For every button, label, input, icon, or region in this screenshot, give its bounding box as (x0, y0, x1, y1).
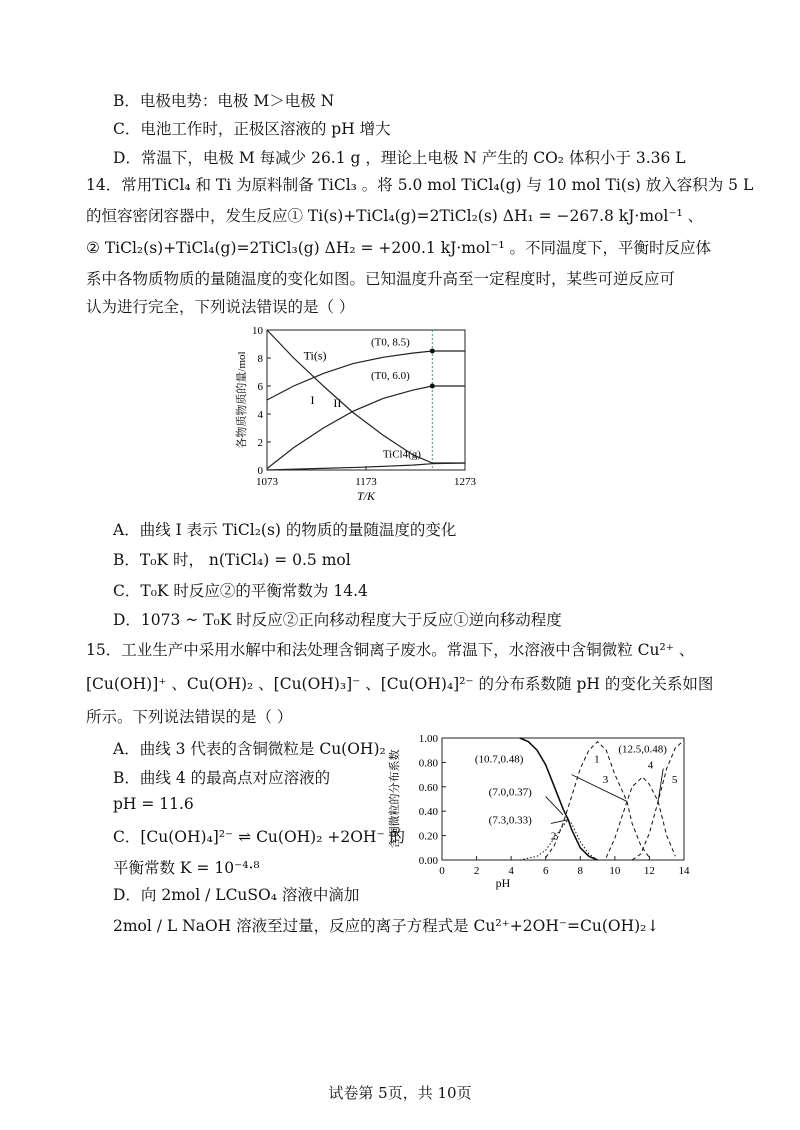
series-line-4 (606, 777, 675, 858)
y-tick-label: 1.00 (418, 733, 438, 745)
leader-7.0 (546, 797, 563, 815)
q15-stem-line1: 15．工业生产中采用水解中和法处理含铜离子废水。常温下，水溶液中含铜微粒 Cu²⁺ 、 (86, 641, 695, 659)
x-axis-label: pH (495, 876, 511, 890)
series-line-II (267, 386, 465, 469)
q15-option-a: A．曲线 3 代表的含铜微粒是 Cu(OH)₂ (113, 740, 386, 758)
y-tick-label: 0.20 (418, 830, 438, 843)
leader-7.3 (551, 820, 568, 824)
x-tick-label: 1273 (454, 476, 476, 488)
q13-option-b: B．电极电势：电极 M＞电极 N (113, 92, 335, 110)
q14-stem-line4: 系中各物质物质的量随温度的变化如图。已知温度升高至一定程度时，某些可逆反应可 (86, 270, 676, 288)
x-tick-label: 4 (508, 865, 514, 877)
q15-option-c-line2: 平衡常数 K = 10⁻⁴·⁸ (113, 859, 260, 877)
annotation-10.7: (10.7,0.48) (474, 753, 524, 766)
series-label-3: 3 (602, 774, 609, 787)
x-tick-label: 0 (439, 865, 445, 877)
y-tick-label: 10 (252, 325, 263, 337)
x-axis-label: T/K (356, 489, 376, 503)
x-tick-label: 12 (643, 865, 655, 877)
series-label-2: 2 (550, 830, 557, 843)
y-tick-label: 0.00 (418, 855, 438, 867)
series-line-1 (520, 738, 598, 860)
y-tick-label: 4 (257, 409, 263, 421)
q15-option-b-line1: B．曲线 4 的最高点对应溶液的 (113, 769, 331, 787)
q15-stem-line3: 所示。下列说法错误的是（ ） (86, 708, 293, 726)
x-tick-label: 8 (577, 865, 584, 877)
leader-12.5 (658, 769, 663, 802)
q14-option-a: A．曲线 I 表示 TiCl₂(s) 的物质的量随温度的变化 (113, 521, 457, 539)
page-footer: 试卷第 5页，共 10页 (328, 1084, 472, 1102)
series-line-Ti(s) (267, 351, 465, 400)
annotation-12.5: (12.5,0.48) (618, 743, 667, 756)
x-tick-label: 1073 (256, 476, 278, 488)
series-line-I (267, 330, 465, 463)
y-tick-label: 8 (257, 353, 263, 365)
q14-option-b: B．T₀K 时， n(TiCl₄) = 0.5 mol (113, 551, 351, 569)
y-tick-label: 0.80 (418, 757, 438, 770)
leader-10.7 (572, 775, 627, 802)
q14-option-d: D．1073 ~ T₀K 时反应②正向移动程度大于反应①逆向移动程度 (113, 611, 562, 629)
q14-stem-line2: 的恒容密闭容器中，发生反应① Ti(s)+TiCl₄(g)=2TiCl₂(s) ΔH₁ = −267.8 kJ·mol⁻¹ 、 (86, 207, 704, 225)
annotation-7.0: (7.0,0.37) (488, 786, 532, 799)
x-tick-label: 6 (542, 865, 549, 877)
series-label-I: I (310, 393, 315, 408)
q13-option-c: C．电池工作时，正极区溶液的 pH 增大 (113, 120, 391, 138)
point-t0-8.5 (430, 349, 435, 354)
y-tick-label: 0.60 (418, 781, 438, 794)
series-label-5: 5 (671, 774, 678, 787)
y-axis-label: 含铜微粒的分布系数 (389, 749, 401, 849)
q14-stem-line3: ② TiCl₂(s)+TiCl₄(g)=2TiCl₃(g) ΔH₂ = +200.1 kJ·mol⁻¹ 。不同温度下，平衡时反应体 (86, 239, 712, 257)
series-label-II: II (333, 396, 342, 410)
q15-option-c-line1: C．[Cu(OH)₄]²⁻ ⇌ Cu(OH)₂ +2OH⁻ 的 (113, 828, 406, 846)
series-label-ti: Ti(s) (303, 348, 327, 363)
q15-option-d-line2: 2mol / L NaOH 溶液至过量，反应的离子方程式是 Cu²⁺+2OH⁻=Cu(OH)₂↓ (113, 917, 660, 935)
annotation-7.3: (7.3,0.33) (488, 814, 532, 827)
y-tick-label: 0.40 (418, 806, 438, 819)
y-tick-label: 2 (257, 437, 263, 449)
q15-option-d-line1: D．向 2mol / LCuSO₄ 溶液中滴加 (113, 886, 360, 904)
q13-option-d: D．常温下，电极 M 每减少 26.1 g ，理论上电极 N 产生的 CO₂ 体积小于 3.36 L (113, 149, 686, 167)
q15-option-b-line2: pH = 11.6 (113, 795, 194, 813)
q14-option-c: C．T₀K 时反应②的平衡常数为 14.4 (113, 582, 368, 600)
y-tick-label: 6 (257, 381, 263, 393)
series-label-4: 4 (647, 759, 654, 772)
y-axis-label: 各物质物质的量/mol (236, 351, 248, 449)
y-tick-label: 0 (257, 465, 263, 477)
q15-chart (388, 728, 700, 898)
q14-stem-line1: 14．常用TiCl₄ 和 Ti 为原料制备 TiCl₃ 。将 5.0 mol TiCl₄(g) 与 10 mol Ti(s) 放入容积为 5 L (86, 176, 754, 194)
annotation-t0-8.5: (T0, 8.5) (370, 336, 410, 349)
x-tick-label: 1173 (355, 476, 377, 488)
q15-stem-line2: [Cu(OH)]⁺ 、Cu(OH)₂ 、[Cu(OH)₃]⁻ 、[Cu(OH)₄]²⁻ 的分布系数随 pH 的变化关系如图 (86, 675, 714, 693)
x-tick-label: 2 (473, 865, 480, 877)
point-t0-6.0 (430, 384, 435, 389)
series-label-1: 1 (594, 753, 600, 766)
x-tick-label: 10 (609, 865, 621, 877)
q14-chart (232, 322, 522, 510)
x-tick-label: 14 (678, 865, 690, 877)
annotation-t0-6.0: (T0, 6.0) (370, 370, 410, 382)
series-label-ticl4: TiCl4(g) (382, 448, 421, 461)
q14-stem-line5: 认为进行完全，下列说法错误的是（ ） (86, 298, 355, 316)
